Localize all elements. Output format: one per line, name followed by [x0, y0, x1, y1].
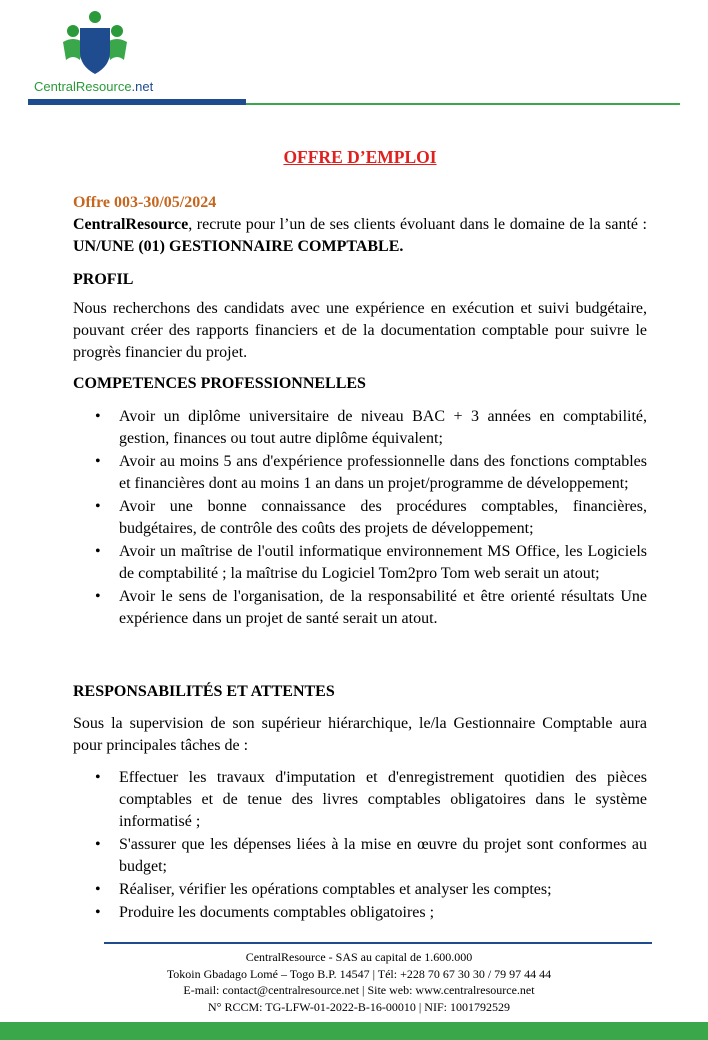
- section-heading-competences: COMPETENCES PROFESSIONNELLES: [73, 375, 366, 392]
- bullet-icon: •: [95, 836, 101, 853]
- offer-reference: Offre 003-30/05/2024: [73, 194, 217, 211]
- footer-bar-green: [0, 1022, 708, 1040]
- footer: [60, 949, 658, 1015]
- page-title: OFFRE D’EMPLOI: [283, 147, 437, 167]
- bullet-icon: •: [95, 498, 101, 515]
- intro-text: , recrute pour l’un de ses clients évoluant dans le domaine de la santé :: [188, 216, 647, 233]
- list-item: • Avoir un maîtrise de l'outil informatique environnement MS Office, les Logiciels de comptabilité ; la maîtrise du Logiciel Tom2pro Tom web serait un atout;: [95, 543, 647, 582]
- bullet-icon: •: [95, 904, 101, 921]
- people-logo-icon: [60, 10, 130, 76]
- company-name: CentralResource: [73, 216, 189, 233]
- list-item: • Avoir un diplôme universitaire de niveau BAC + 3 années en comptabilité, gestion, finances ou tout autre diplôme équivalent;: [95, 408, 647, 447]
- list-item: • Avoir une bonne connaissance des procédures comptables, financières, budgétaires, de contrôle des coûts des projets de développement;: [95, 498, 647, 537]
- list-item: • Avoir au moins 5 ans d'expérience professionnelle dans des fonctions comptables et financières dont au moins 1 an dans un projet/programme de développement;: [95, 453, 647, 492]
- list-item: • Avoir le sens de l'organisation, de la responsabilité et être orienté résultats Une expérience dans un projet de santé serait un atout.: [95, 588, 647, 627]
- position-title: UN/UNE (01) GESTIONNAIRE COMPTABLE.: [73, 238, 404, 255]
- header-rule-green: [246, 103, 680, 105]
- bullet-icon: •: [95, 453, 101, 470]
- responsabilites-list: [73, 767, 647, 925]
- bullet-icon: •: [95, 769, 101, 786]
- bullet-icon: •: [95, 881, 101, 898]
- bullet-icon: •: [95, 588, 101, 605]
- list-item: • Effectuer les travaux d'imputation et d'enregistrement quotidien des pièces comptables et de tenue des livres comptables obligatoires dans le système informatisé ;: [95, 769, 647, 830]
- footer-rule: [104, 942, 652, 944]
- section-heading-profil: PROFIL: [73, 271, 134, 288]
- list-item: • S'assurer que les dépenses liées à la mise en œuvre du projet sont conformes au budget;: [95, 836, 647, 875]
- intro-paragraph: [73, 214, 647, 258]
- footer-address-line: Tokoin Gbadago Lomé – Togo B.P. 14547 | Tél: +228 70 67 30 30 / 79 97 44 44: [166, 966, 552, 981]
- footer-contact-line: E-mail: contact@centralresource.net | Site web: www.centralresource.net: [183, 983, 535, 997]
- footer-company-line: CentralResource - SAS au capital de 1.600.000: [245, 950, 473, 964]
- section-heading-responsabilites: RESPONSABILITÉS ET ATTENTES: [73, 683, 335, 700]
- responsabilites-intro: Sous la supervision de son supérieur hiérarchique, le/la Gestionnaire Comptable aura pour principales tâches de :: [73, 715, 647, 754]
- bullet-icon: •: [95, 543, 101, 560]
- logo-wordmark: CentralResource.net: [34, 79, 154, 94]
- competences-list: [73, 406, 647, 631]
- company-logo: [30, 8, 170, 98]
- header-rule-blue: [28, 99, 246, 105]
- list-item: • Réaliser, vérifier les opérations comptables et analyser les comptes;: [73, 879, 647, 901]
- bullet-icon: •: [95, 408, 101, 425]
- list-item: • Produire les documents comptables obligatoires ;: [73, 902, 647, 924]
- footer-registration-line: N° RCCM: TG-LFW-01-2022-B-16-00010 | NIF: 1001792529: [208, 999, 510, 1014]
- profil-paragraph: Nous recherchons des candidats avec une expérience en exécution et suivi budgétaire, pouvant créer des rapports financiers et de la documentation comptable pour suivre le progrès financier du projet.: [73, 300, 647, 361]
